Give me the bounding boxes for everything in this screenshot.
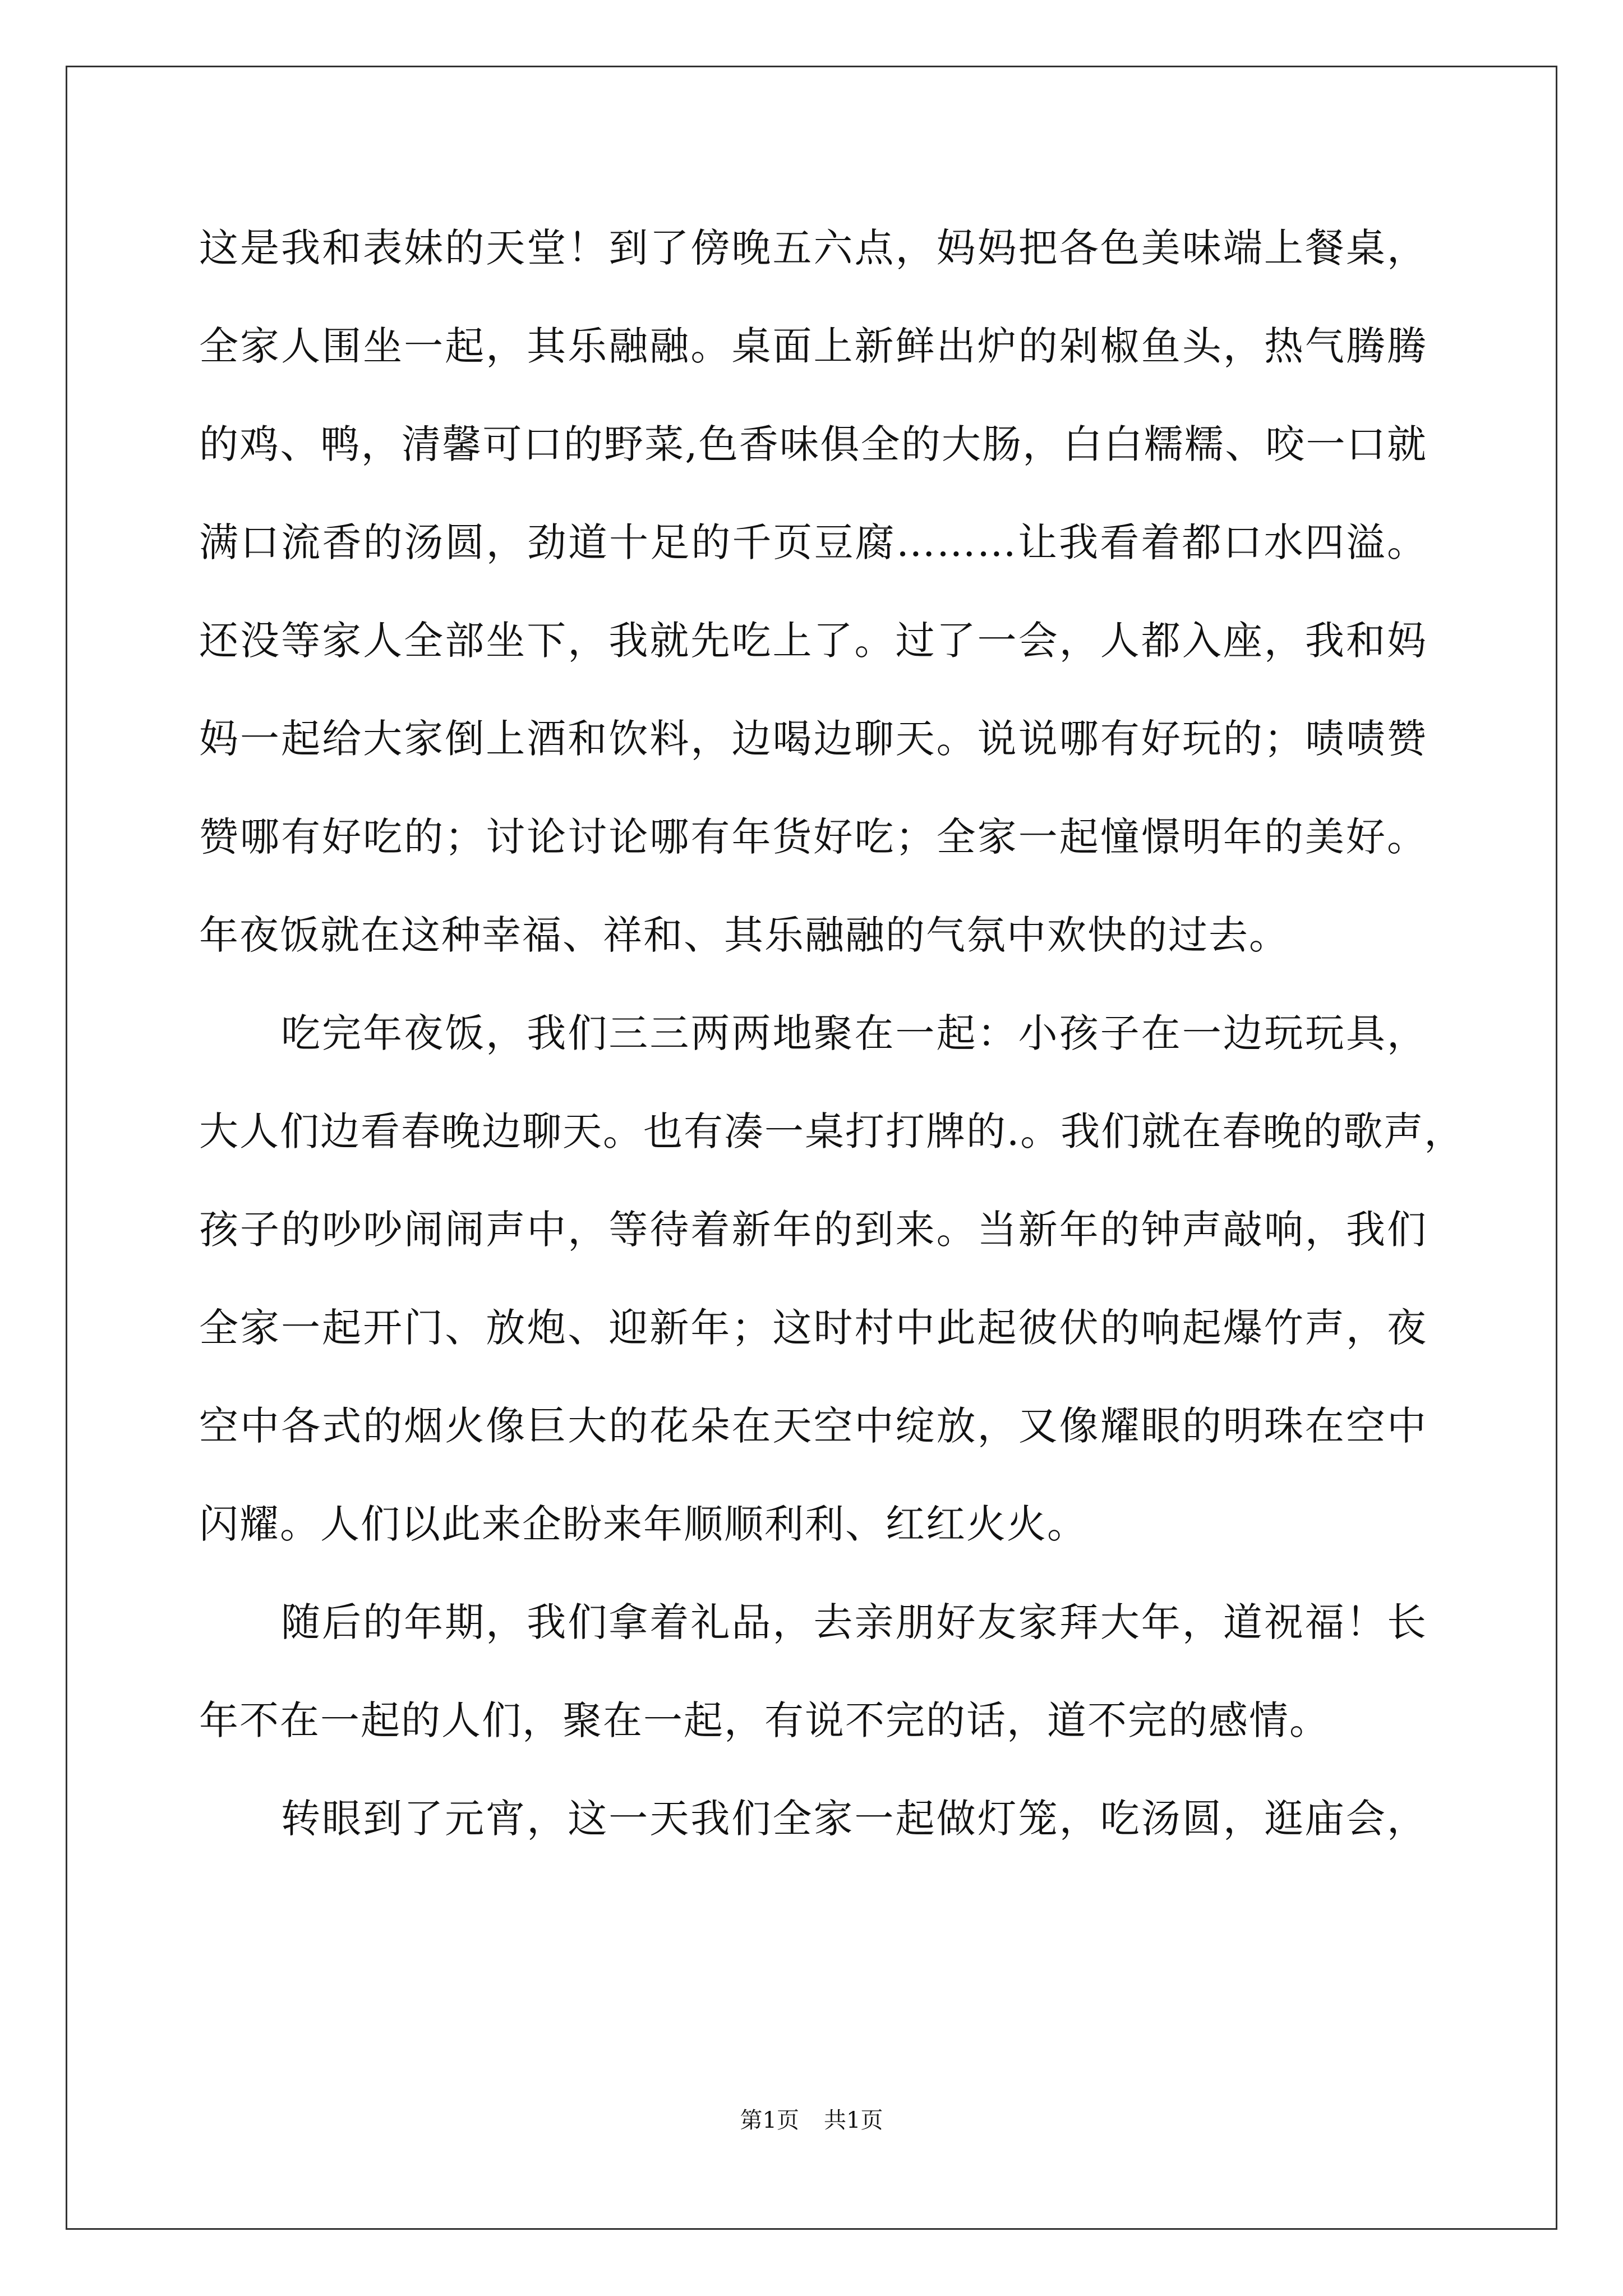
text-line: 还没等家人全部坐下，我就先吃上了。过了一会，人都入座，我和妈	[199, 618, 1427, 664]
text-line: 空中各式的烟火像巨大的花朵在天空中绽放，又像耀眼的明珠在空中	[199, 1403, 1427, 1449]
text-line: 这是我和表妹的天堂！到了傍晚五六点，妈妈把各色美味端上餐桌，	[199, 225, 1427, 271]
text-line: 满口流香的汤圆，劲道十足的千页豆腐………让我看着都口水四溢。	[199, 519, 1427, 565]
text-line: 全家人围坐一起，其乐融融。桌面上新鲜出炉的剁椒鱼头，热气腾腾	[199, 323, 1427, 369]
text-line: 大人们边看春晚边聊天。也有凑一桌打打牌的.。我们就在春晚的歌声，	[199, 1108, 1465, 1154]
text-line: 赞哪有好吃的；讨论讨论哪有年货好吃；全家一起憧憬明年的美好。	[199, 814, 1427, 860]
text-line: 年夜饭就在这种幸福、祥和、其乐融融的气氛中欢快的过去。	[199, 912, 1289, 958]
text-line: 年不在一起的人们，聚在一起，有说不完的话，道不完的感情。	[199, 1697, 1330, 1743]
page-number: 第1页	[740, 2108, 799, 2133]
paragraph-first-line: 转眼到了元宵，这一天我们全家一起做灯笼，吃汤圆，逛庙会，	[281, 1796, 1427, 1842]
text-line: 妈一起给大家倒上酒和饮料，边喝边聊天。说说哪有好玩的；啧啧赞	[199, 716, 1427, 762]
paragraph-first-line: 吃完年夜饭，我们三三两两地聚在一起：小孩子在一边玩玩具，	[281, 1010, 1427, 1056]
text-line: 孩子的吵吵闹闹声中，等待着新年的到来。当新年的钟声敲响，我们	[199, 1207, 1427, 1253]
page-count: 共1页	[824, 2108, 883, 2133]
document-body	[199, 199, 1465, 1868]
text-line: 闪耀。人们以此来企盼来年顺顺利利、红红火火。	[199, 1501, 1087, 1547]
text-line: 全家一起开门、放炮、迎新年；这时村中此起彼伏的响起爆竹声，夜	[199, 1305, 1427, 1351]
paragraph-first-line: 随后的年期，我们拿着礼品，去亲朋好友家拜大年，道祝福！长	[281, 1599, 1427, 1645]
text-line: 的鸡、鸭，清馨可口的野菜,色香味俱全的大肠，白白糯糯、咬一口就	[199, 421, 1427, 467]
page-footer	[0, 2104, 1623, 2137]
